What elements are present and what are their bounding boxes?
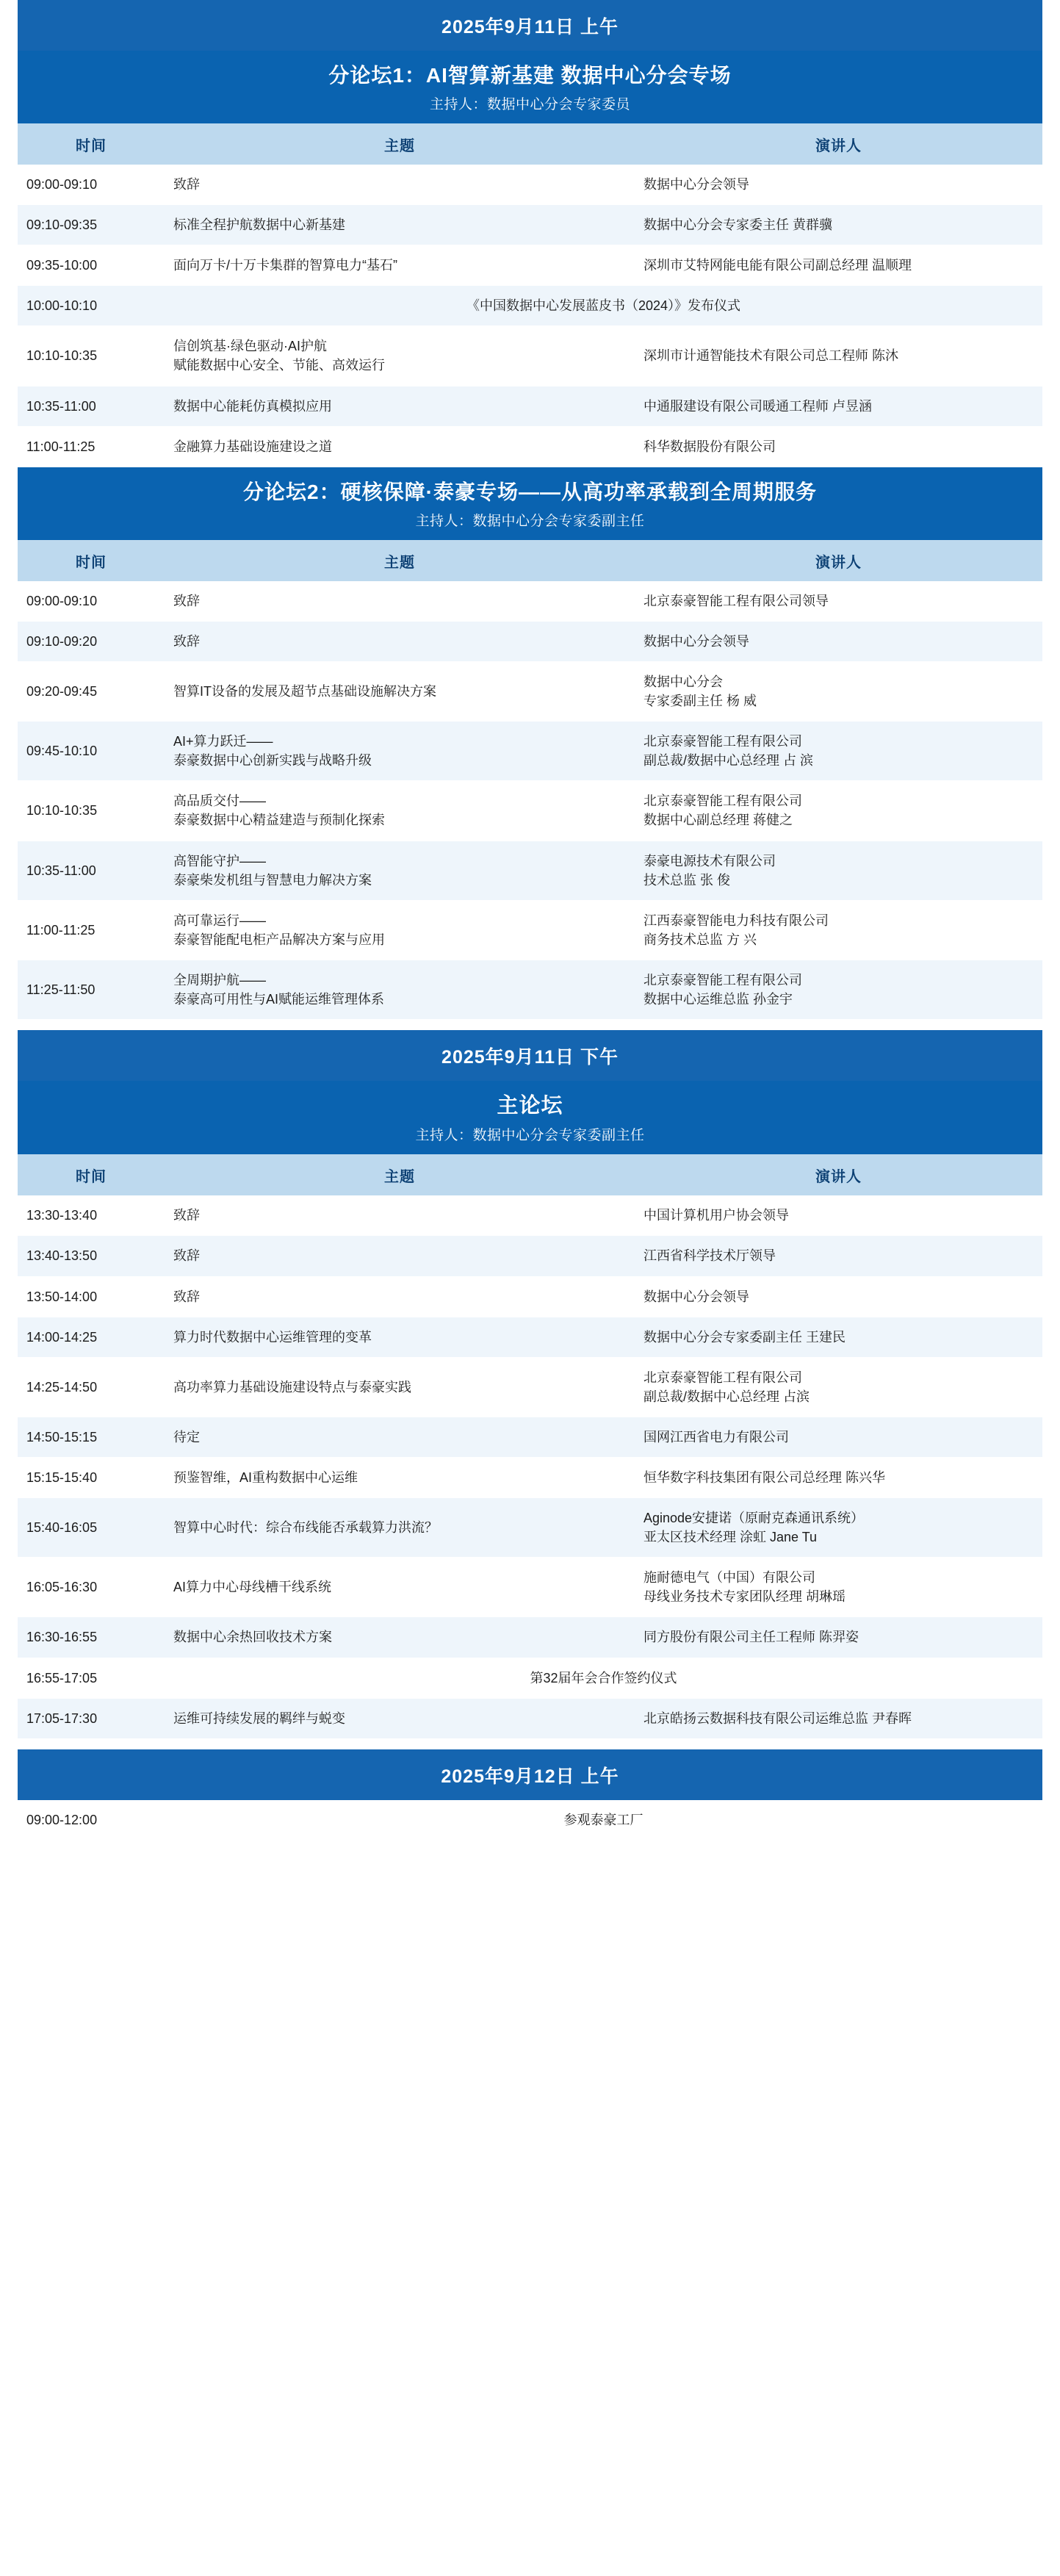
table-row	[18, 1498, 1042, 1558]
table-row	[18, 960, 1042, 1019]
row-topic-line: 运维可持续发展的羁绊与蜕变	[173, 1710, 345, 1726]
row-topic-line: 高功率算力基础设施建设特点与泰豪实践	[173, 1379, 411, 1395]
row-topic-line: 预鉴智维，AI重构数据中心运维	[173, 1469, 358, 1485]
table-row	[18, 581, 1042, 622]
row-time: 15:15-15:40	[18, 1457, 165, 1497]
row-speaker	[635, 165, 1042, 205]
table-row	[18, 1617, 1042, 1658]
row-topic-line: 数据中心余热回收技术方案	[173, 1630, 332, 1645]
row-speaker-line: 国网江西省电力有限公司	[643, 1429, 789, 1444]
row-time: 16:55-17:05	[18, 1658, 165, 1698]
table-row	[18, 1457, 1042, 1497]
row-speaker-line: 深圳市艾特网能电能有限公司副总经理 温顺理	[643, 258, 912, 273]
row-speaker-line: 中通服建设有限公司暖通工程师 卢昱涵	[643, 398, 872, 414]
row-speaker	[635, 900, 1042, 960]
schedule-table	[18, 1154, 1042, 1738]
session-host: 主持人：数据中心分会专家委副主任	[415, 513, 645, 529]
row-speaker	[635, 1457, 1042, 1497]
row-speaker-line: 数据中心分会	[643, 674, 723, 689]
row-time: 16:30-16:55	[18, 1617, 165, 1658]
row-topic-line: 算力时代数据中心运维管理的变革	[173, 1329, 372, 1345]
row-topic	[165, 1276, 635, 1317]
row-topic-line: 高智能守护——	[173, 853, 266, 868]
row-time: 14:50-15:15	[18, 1417, 165, 1457]
row-speaker-line: 数据中心分会专家委主任 黄群骥	[643, 217, 832, 233]
row-speaker-line: 副总裁/数据中心总经理 占滨	[643, 1389, 810, 1404]
row-speaker	[635, 1617, 1042, 1658]
table-row	[18, 386, 1042, 426]
column-header: 演讲人	[635, 540, 1042, 581]
row-topic	[165, 386, 635, 426]
table-row	[18, 1417, 1042, 1457]
row-time: 17:05-17:30	[18, 1698, 165, 1738]
row-speaker	[635, 621, 1042, 661]
table-row	[18, 326, 1042, 386]
table-row	[18, 781, 1042, 841]
row-speaker	[635, 1698, 1042, 1738]
day-banner: 2025年9月11日 上午	[18, 0, 1042, 51]
row-topic	[165, 581, 635, 622]
row-time: 09:45-10:10	[18, 722, 165, 781]
row-topic	[165, 1698, 635, 1738]
row-time: 16:05-16:30	[18, 1558, 165, 1617]
row-speaker	[635, 245, 1042, 286]
row-speaker	[635, 1195, 1042, 1236]
row-topic	[165, 326, 635, 386]
row-speaker	[635, 1498, 1042, 1558]
row-speaker-line: 江西泰豪智能电力科技有限公司	[643, 913, 829, 928]
row-topic-line: 泰豪柴发机组与智慧电力解决方案	[173, 872, 372, 888]
row-topic	[165, 426, 635, 467]
row-topic	[165, 1236, 635, 1276]
row-topic	[165, 1457, 635, 1497]
row-topic-line: 泰豪数据中心精益建造与预制化探索	[173, 813, 385, 828]
table-row	[18, 1658, 1042, 1698]
column-header: 演讲人	[635, 123, 1042, 165]
row-speaker	[635, 722, 1042, 781]
row-topic	[165, 841, 635, 900]
row-speaker-line: 数据中心副总经理 蒋健之	[643, 813, 793, 828]
row-speaker-line: 泰豪电源技术有限公司	[643, 853, 776, 868]
row-topic-line: 泰豪数据中心创新实践与战略升级	[173, 753, 372, 769]
row-topic-line: 金融算力基础设施建设之道	[173, 439, 332, 454]
row-speaker-line: 副总裁/数据中心总经理 占 滨	[643, 753, 814, 769]
session-title: 分论坛1：AI智算新基建 数据中心分会专场	[328, 64, 732, 87]
row-topic-line: 信创筑基·绿色驱动·AI护航	[173, 339, 327, 354]
row-time: 09:20-09:45	[18, 661, 165, 721]
schedule-table	[18, 123, 1042, 467]
row-topic-line: 智算IT设备的发展及超节点基础设施解决方案	[173, 683, 436, 699]
row-speaker	[635, 1276, 1042, 1317]
row-time: 11:00-11:25	[18, 426, 165, 467]
schedule-table	[18, 1800, 1042, 1841]
row-time: 14:25-14:50	[18, 1357, 165, 1417]
column-header: 主题	[165, 123, 635, 165]
row-speaker	[635, 426, 1042, 467]
row-topic	[165, 722, 635, 781]
row-time: 10:35-11:00	[18, 841, 165, 900]
row-topic-line: 标准全程护航数据中心新基建	[173, 217, 345, 233]
row-speaker-line: 数据中心分会领导	[643, 177, 749, 192]
row-topic-line: 高品质交付——	[173, 794, 266, 809]
row-topic-line: AI算力中心母线槽干线系统	[173, 1580, 332, 1595]
row-topic	[165, 960, 635, 1019]
row-speaker-line: 北京皓扬云数据科技有限公司运维总监 尹春晖	[643, 1710, 912, 1726]
session-header	[18, 51, 1042, 123]
table-row	[18, 841, 1042, 900]
row-speaker-line: 数据中心分会领导	[643, 1289, 749, 1304]
session-header	[18, 467, 1042, 540]
row-topic	[165, 661, 635, 721]
row-topic-line: 数据中心能耗仿真模拟应用	[173, 398, 332, 414]
row-speaker	[635, 326, 1042, 386]
table-row	[18, 621, 1042, 661]
row-speaker	[635, 581, 1042, 622]
table-row	[18, 1317, 1042, 1357]
row-speaker-line: 深圳市计通智能技术有限公司总工程师 陈沐	[643, 348, 898, 364]
row-time: 10:35-11:00	[18, 386, 165, 426]
row-speaker	[635, 1317, 1042, 1357]
row-speaker-line: 中国计算机用户协会领导	[643, 1208, 789, 1223]
column-header: 时间	[18, 540, 165, 581]
row-speaker-line: 数据中心运维总监 孙金宇	[643, 991, 793, 1007]
session-header	[18, 1081, 1042, 1154]
row-speaker-line: 施耐德电气（中国）有限公司	[643, 1570, 815, 1586]
row-topic	[165, 621, 635, 661]
day-banner: 2025年9月11日 下午	[18, 1030, 1042, 1081]
row-speaker-line: 北京泰豪智能工程有限公司	[643, 972, 802, 987]
row-topic-line: 致辞	[173, 1208, 200, 1223]
row-time: 10:10-10:35	[18, 781, 165, 841]
row-topic	[165, 781, 635, 841]
table-row	[18, 205, 1042, 245]
column-header: 演讲人	[635, 1154, 1042, 1195]
row-speaker	[635, 1357, 1042, 1417]
table-header-row	[18, 123, 1042, 165]
row-time: 10:00-10:10	[18, 286, 165, 326]
table-row	[18, 1698, 1042, 1738]
row-topic	[165, 1357, 635, 1417]
row-topic-line: AI+算力跃迁——	[173, 734, 273, 749]
row-topic-line: 赋能数据中心安全、节能、高效运行	[173, 358, 385, 373]
row-topic	[165, 1617, 635, 1658]
row-topic	[165, 1417, 635, 1457]
row-topic-line: 待定	[173, 1429, 200, 1444]
row-topic-line: 致辞	[173, 633, 200, 649]
column-header: 主题	[165, 540, 635, 581]
table-row	[18, 286, 1042, 326]
row-speaker	[635, 1558, 1042, 1617]
row-speaker-line: 北京泰豪智能工程有限公司	[643, 734, 802, 749]
table-header-row	[18, 540, 1042, 581]
row-topic-line: 面向万卡/十万卡集群的智算电力“基石”	[173, 258, 397, 273]
row-speaker	[635, 781, 1042, 841]
session-title: 主论坛	[497, 1094, 563, 1118]
row-topic	[165, 900, 635, 960]
row-topic	[165, 1498, 635, 1558]
row-time: 15:40-16:05	[18, 1498, 165, 1558]
table-row	[18, 165, 1042, 205]
row-topic	[165, 205, 635, 245]
table-row	[18, 1800, 1042, 1841]
row-topic-line: 致辞	[173, 593, 200, 608]
table-row	[18, 1236, 1042, 1276]
row-topic-line: 致辞	[173, 177, 200, 192]
column-header: 主题	[165, 1154, 635, 1195]
table-row	[18, 900, 1042, 960]
row-topic-line: 高可靠运行——	[173, 913, 266, 928]
row-speaker-line: Aginode安捷诺（原耐克森通讯系统）	[643, 1511, 865, 1526]
table-row	[18, 1276, 1042, 1317]
row-time: 10:10-10:35	[18, 326, 165, 386]
row-topic-line: 泰豪高可用性与AI赋能运维管理体系	[173, 991, 385, 1007]
row-time: 11:00-11:25	[18, 900, 165, 960]
table-row	[18, 245, 1042, 286]
table-row	[18, 426, 1042, 467]
row-time: 09:10-09:35	[18, 205, 165, 245]
row-speaker	[635, 841, 1042, 900]
row-speaker-line: 数据中心分会领导	[643, 633, 749, 649]
row-speaker	[635, 1417, 1042, 1457]
session-host: 主持人：数据中心分会专家委员	[429, 97, 630, 112]
table-row	[18, 1195, 1042, 1236]
row-speaker-line: 母线业务技术专家团队经理 胡琳瑶	[643, 1589, 846, 1605]
row-topic	[165, 1195, 635, 1236]
day-banner: 2025年9月12日 上午	[18, 1749, 1042, 1800]
row-time: 09:00-09:10	[18, 165, 165, 205]
table-row	[18, 1357, 1042, 1417]
row-speaker-line: 北京泰豪智能工程有限公司领导	[643, 593, 829, 608]
row-time: 09:00-12:00	[18, 1800, 165, 1841]
row-speaker-line: 技术总监 张 俊	[643, 872, 731, 888]
row-speaker-line: 恒华数字科技集团有限公司总经理 陈兴华	[643, 1469, 885, 1485]
session-host: 主持人：数据中心分会专家委副主任	[415, 1128, 645, 1144]
row-topic	[165, 1317, 635, 1357]
column-header: 时间	[18, 123, 165, 165]
row-topic-line: 泰豪智能配电柜产品解决方案与应用	[173, 932, 385, 947]
row-speaker	[635, 661, 1042, 721]
row-time: 13:30-13:40	[18, 1195, 165, 1236]
row-speaker-line: 江西省科学技术厅领导	[643, 1248, 776, 1264]
row-time: 11:25-11:50	[18, 960, 165, 1019]
row-time: 14:00-14:25	[18, 1317, 165, 1357]
row-full-text: 《中国数据中心发展蓝皮书（2024）》发布仪式	[165, 286, 1042, 326]
row-speaker	[635, 960, 1042, 1019]
row-topic-line: 致辞	[173, 1248, 200, 1264]
row-topic	[165, 1558, 635, 1617]
row-topic-line: 智算中心时代：综合布线能否承载算力洪流？	[173, 1520, 438, 1536]
column-header: 时间	[18, 1154, 165, 1195]
row-speaker-line: 专家委副主任 杨 威	[643, 694, 757, 709]
session-title: 分论坛2：硬核保障·泰豪专场——从高功率承载到全周期服务	[243, 480, 817, 503]
table-header-row	[18, 1154, 1042, 1195]
schedule-table	[18, 540, 1042, 1020]
row-speaker	[635, 205, 1042, 245]
row-speaker	[635, 1236, 1042, 1276]
row-full-text: 参观泰豪工厂	[165, 1800, 1042, 1841]
table-row	[18, 1558, 1042, 1617]
row-topic	[165, 245, 635, 286]
row-topic	[165, 165, 635, 205]
row-speaker-line: 北京泰豪智能工程有限公司	[643, 1370, 802, 1385]
row-topic-line: 致辞	[173, 1289, 200, 1304]
row-full-text: 第32届年会合作签约仪式	[165, 1658, 1042, 1698]
row-time: 09:35-10:00	[18, 245, 165, 286]
row-topic-line: 全周期护航——	[173, 972, 266, 987]
row-speaker-line: 北京泰豪智能工程有限公司	[643, 794, 802, 809]
table-row	[18, 722, 1042, 781]
row-time: 13:40-13:50	[18, 1236, 165, 1276]
row-speaker-line: 商务技术总监 方 兴	[643, 932, 757, 947]
row-speaker	[635, 386, 1042, 426]
row-speaker-line: 同方股份有限公司主任工程师 陈羿姿	[643, 1630, 859, 1645]
table-row	[18, 661, 1042, 721]
row-speaker-line: 亚太区技术经理 涂虹 Jane Tu	[643, 1530, 818, 1545]
row-time: 09:00-09:10	[18, 581, 165, 622]
row-time: 13:50-14:00	[18, 1276, 165, 1317]
row-speaker-line: 数据中心分会专家委副主任 王建民	[643, 1329, 846, 1345]
row-time: 09:10-09:20	[18, 621, 165, 661]
row-speaker-line: 科华数据股份有限公司	[643, 439, 776, 454]
